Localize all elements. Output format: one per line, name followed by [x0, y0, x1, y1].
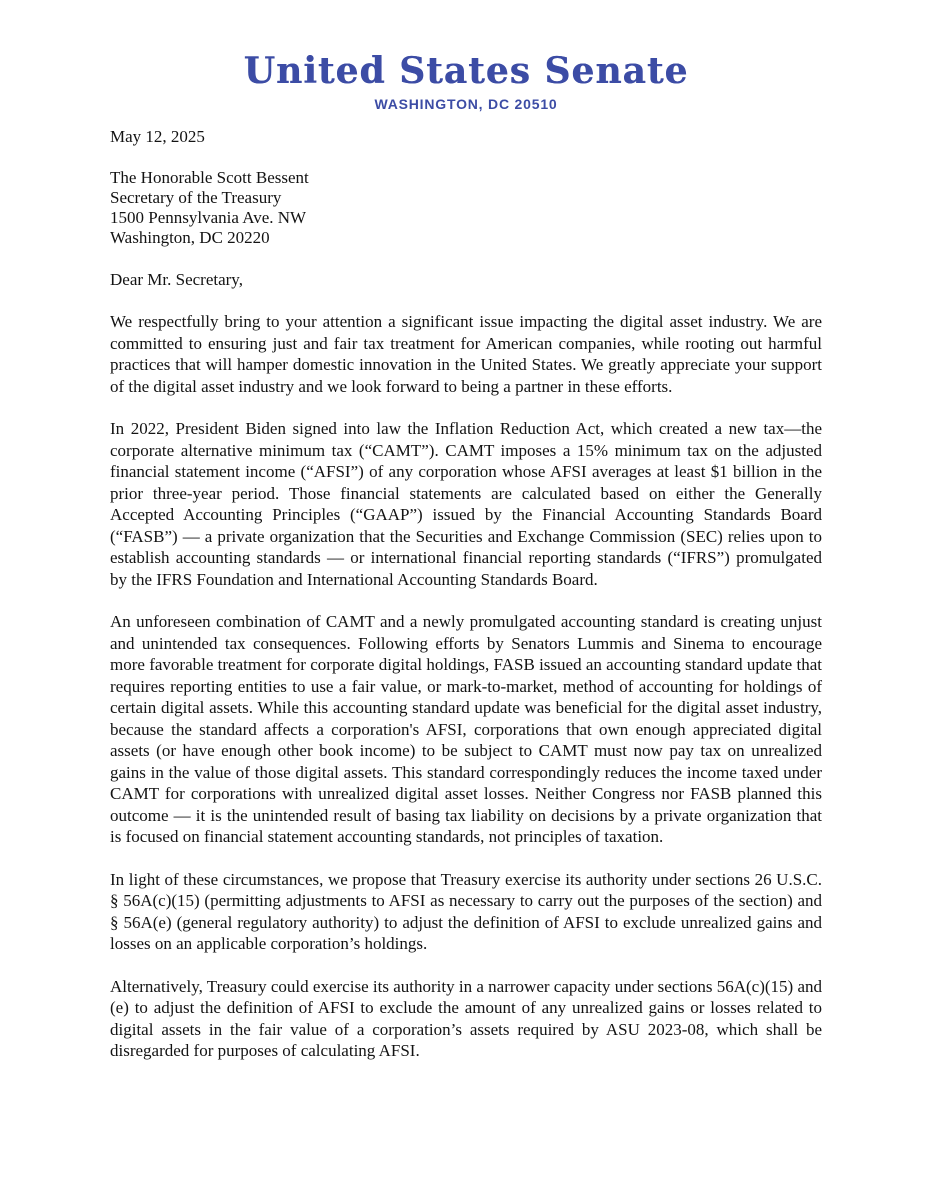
recipient-block: [110, 168, 822, 248]
body-paragraph-4: In light of these circumstances, we propose that Treasury exercise its authority under sections 26 U.S.C. § 56A(c)(15) (permitting adjustments to AFSI as necessary to carry out the purposes of the section) and § 56A(e) (general regulatory authority) to adjust the definition of AFSI to exclude unrealized gains and losses on an applicable corporation’s holdings.: [110, 869, 822, 953]
recipient-street: 1500 Pennsylvania Ave. NW: [110, 208, 307, 227]
body-paragraph-2: In 2022, President Biden signed into law the Inflation Reduction Act, which created a new tax—the corporate alternative minimum tax (“CAMT”). CAMT imposes a 15% minimum tax on the adjusted financial statement income (“AFSI”) of any corporation whose AFSI averages at least $1 billion in the prior three-year period. Those financial statements are calculated based on either the Generally Accepted Accounting Principles (“GAAP”) issued by the Financial Accounting Standards Board (“FASB”) — a private organization that the Securities and Exchange Commission (SEC) relies upon to establish accounting standards — or international financial reporting standards (“IFRS”) promulgated by the IFRS Foundation and International Accounting Standards Board.: [110, 419, 822, 589]
letterhead-address: WASHINGTON, DC 20510: [374, 96, 558, 112]
body-paragraph-5: Alternatively, Treasury could exercise its authority in a narrower capacity under sections 56A(c)(15) and (e) to adjust the definition of AFSI to exclude the amount of any unrealized gains or losses related to digital assets in the fair value of a corporation’s assets required by ASU 2023-08, which shall be disregarded for purposes of calculating AFSI.: [110, 976, 822, 1060]
body-paragraph-3: An unforeseen combination of CAMT and a newly promulgated accounting standard is creating unjust and unintended tax consequences. Following efforts by Senators Lummis and Sinema to encourage more favorable treatment for corporate digital holdings, FASB issued an accounting standard update that requires reporting entities to use a fair value, or mark-to-market, method of accounting for holdings of certain digital assets. While this accounting standard update was beneficial for the digital asset industry, because the standard affects a corporation's AFSI, corporations that own enough appreciated digital assets (or have enough other book income) to be subject to CAMT must now pay tax on unrealized gains in the value of those digital assets. This standard correspondingly reduces the income taxed under CAMT for corporations with unrealized digital asset losses. Neither Congress nor FASB planned this outcome — it is the unintended result of basing tax liability on decisions by a private organization that is focused on financial statement accounting standards, not principles of taxation.: [110, 612, 822, 846]
letter-date: May 12, 2025: [110, 127, 205, 146]
recipient-name: The Honorable Scott Bessent: [110, 168, 309, 187]
recipient-title: Secretary of the Treasury: [110, 188, 282, 207]
body-paragraph-1: We respectfully bring to your attention a significant issue impacting the digital asset industry. We are committed to ensuring just and fair tax treatment for American companies, while rooting out harmful practices that will hamper domestic innovation in the United States. We greatly appreciate your support of the digital asset industry and we look forward to being a partner in these efforts.: [110, 312, 822, 396]
letter-body: [110, 311, 822, 1062]
salutation: Dear Mr. Secretary,: [110, 270, 243, 289]
recipient-city: Washington, DC 20220: [110, 228, 270, 247]
letterhead: [110, 50, 822, 113]
letterhead-org-title: United States Senate: [243, 50, 689, 92]
